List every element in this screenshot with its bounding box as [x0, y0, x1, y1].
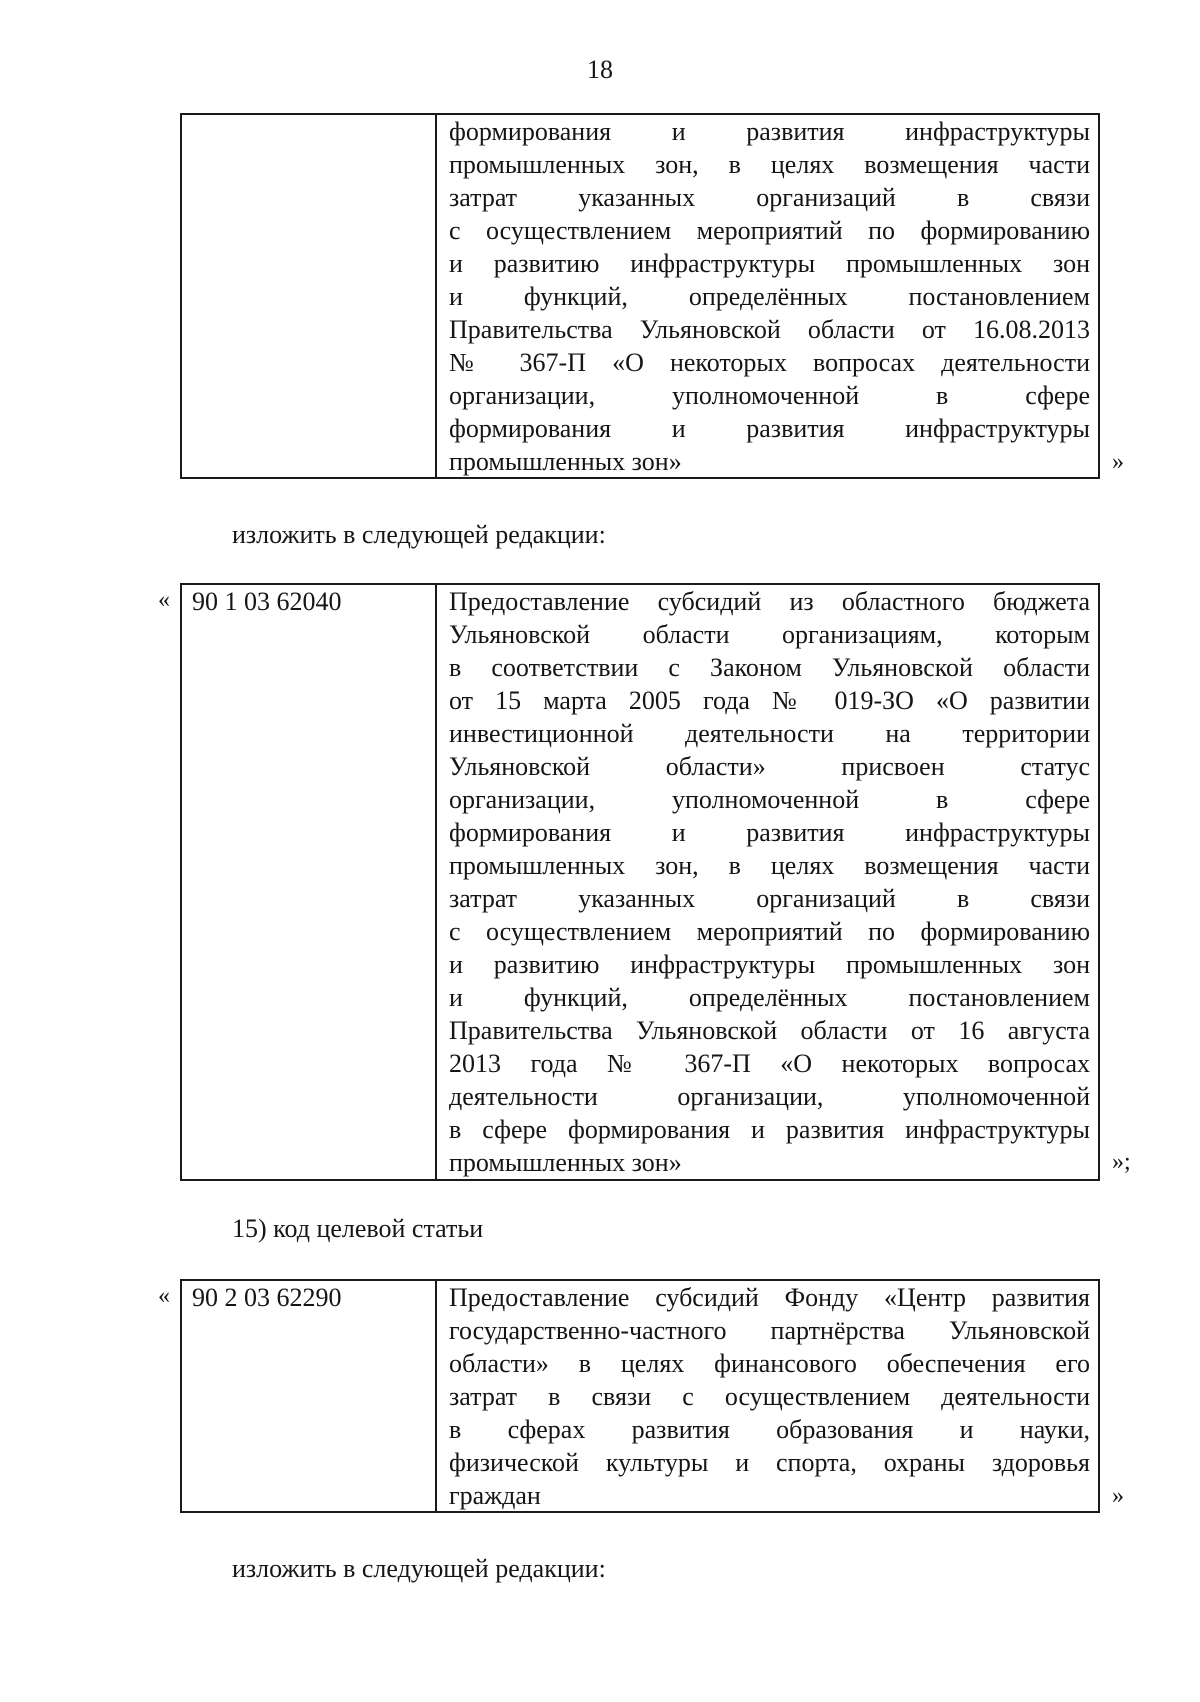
- description-cell: [437, 115, 1098, 477]
- description-line: государственно-частного партнёрства Ульяновской: [449, 1316, 1090, 1345]
- opening-quote: «: [158, 587, 170, 613]
- description-line: затрат указанных организаций в связи: [449, 183, 1090, 212]
- opening-quote: «: [158, 1283, 170, 1309]
- instruction-paragraph: изложить в следующей редакции:: [232, 520, 606, 549]
- description-line: деятельности организации, уполномоченной: [449, 1082, 1090, 1111]
- description-line: области» в целях финансового обеспечения его: [449, 1349, 1090, 1378]
- description-line: промышленных зон, в целях возмещения части: [449, 150, 1090, 179]
- description-line: и функций, определённых постановлением: [449, 983, 1090, 1012]
- description-line: в сферах развития образования и науки,: [449, 1415, 1090, 1444]
- description-line: промышленных зон»: [449, 447, 682, 476]
- description-line: организации, уполномоченной в сфере: [449, 381, 1090, 410]
- description-line: граждан: [449, 1481, 541, 1510]
- closing-quote: »: [1112, 449, 1124, 475]
- description-line: затрат указанных организаций в связи: [449, 884, 1090, 913]
- description-line: от 15 марта 2005 года № 019-ЗО «О развитии: [449, 686, 1090, 715]
- description-line: формирования и развития инфраструктуры: [449, 414, 1090, 443]
- budget-table-3: [180, 1279, 1100, 1513]
- description-line: организации, уполномоченной в сфере: [449, 785, 1090, 814]
- description-line: промышленных зон, в целях возмещения части: [449, 851, 1090, 880]
- description-line: формирования и развития инфраструктуры: [449, 818, 1090, 847]
- description-line: Правительства Ульяновской области от 16.08.2013: [449, 315, 1090, 344]
- description-line: физической культуры и спорта, охраны здоровья: [449, 1448, 1090, 1477]
- budget-table-1: [180, 113, 1100, 479]
- description-line: и развитию инфраструктуры промышленных зон: [449, 950, 1090, 979]
- closing-quote: »;: [1112, 1149, 1131, 1175]
- article-code-heading: 15) код целевой статьи: [232, 1214, 484, 1243]
- description-line: 2013 года № 367-П «О некоторых вопросах: [449, 1049, 1090, 1078]
- description-line: с осуществлением мероприятий по формированию: [449, 216, 1090, 245]
- code-cell: [182, 115, 437, 477]
- description-line: формирования и развития инфраструктуры: [449, 117, 1090, 146]
- description-line: Ульяновской области» присвоен статус: [449, 752, 1090, 781]
- closing-quote: »: [1112, 1483, 1124, 1509]
- description-line: с осуществлением мероприятий по формированию: [449, 917, 1090, 946]
- description-line: затрат в связи с осуществлением деятельности: [449, 1382, 1090, 1411]
- description-line: в сфере формирования и развития инфраструктуры: [449, 1115, 1090, 1144]
- description-line: и функций, определённых постановлением: [449, 282, 1090, 311]
- description-line: Предоставление субсидий Фонду «Центр развития: [449, 1283, 1090, 1312]
- description-line: и развитию инфраструктуры промышленных зон: [449, 249, 1090, 278]
- description-line: Правительства Ульяновской области от 16 августа: [449, 1016, 1090, 1045]
- instruction-paragraph: изложить в следующей редакции:: [232, 1554, 606, 1583]
- page-number: 18: [587, 55, 613, 84]
- description-line: промышленных зон»: [449, 1148, 682, 1177]
- description-cell: [437, 1281, 1098, 1511]
- description-line: в соответствии с Законом Ульяновской области: [449, 653, 1090, 682]
- description-line: № 367-П «О некоторых вопросах деятельности: [449, 348, 1090, 377]
- description-line: Предоставление субсидий из областного бюджета: [449, 587, 1090, 616]
- code-cell: 90 1 03 62040: [182, 585, 437, 1179]
- budget-table-2: [180, 583, 1100, 1181]
- description-cell: [437, 585, 1098, 1179]
- description-line: Ульяновской области организациям, которым: [449, 620, 1090, 649]
- description-line: инвестиционной деятельности на территории: [449, 719, 1090, 748]
- code-cell: 90 2 03 62290: [182, 1281, 437, 1511]
